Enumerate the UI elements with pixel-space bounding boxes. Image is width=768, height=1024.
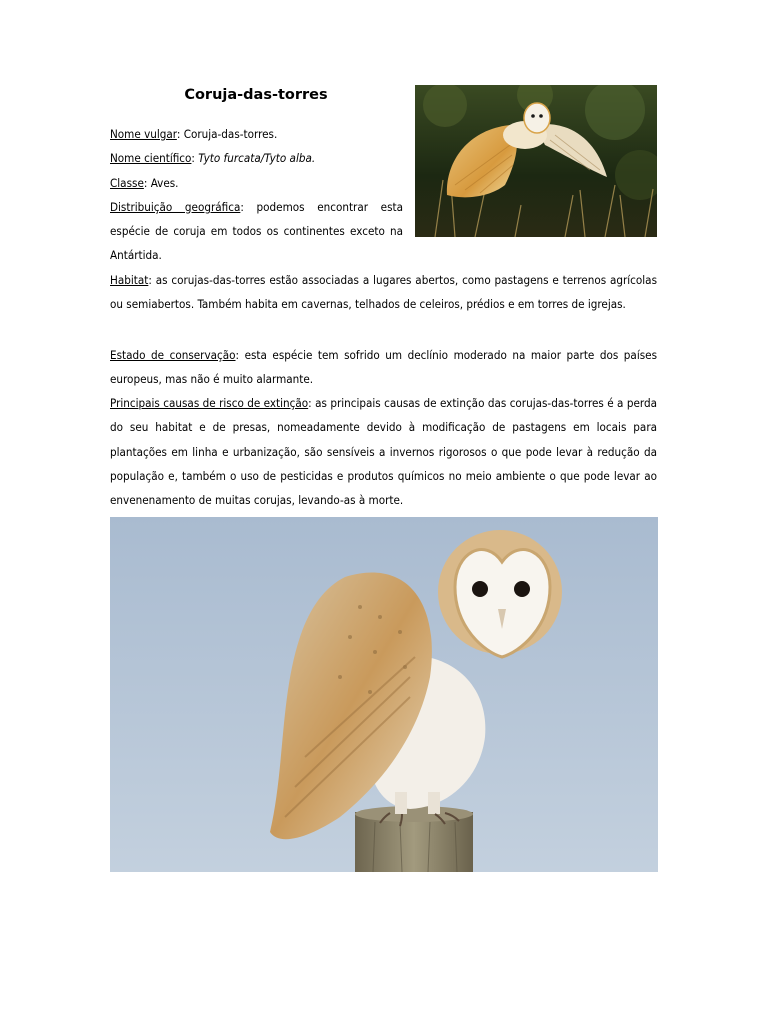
field-value: as principais causas de extinção das corujas-das-torres é a perda do seu habitat e de presas, nomeadamente devido à modificação de pastagens em locais para plantações em linha e urbanização, são sensíveis a invernos rigorosos o que pode levar à redução da população e, também o uso de pesticidas e produtos químicos no meio ambiente o que pode levar ao envenenamento de muitas corujas, levando-as à morte.	[110, 396, 657, 508]
field-label: Principais causas de risco de extinção	[110, 396, 309, 410]
field-label: Nome vulgar	[110, 127, 177, 141]
field-distribuicao: Distribuição geográfica: podemos encontrar esta espécie de coruja em todos os continentes exceto na Antártida.	[110, 199, 403, 263]
field-classe: Classe: Aves.	[110, 175, 179, 190]
field-nome-cientifico: Nome científico: Tyto furcata/Tyto alba.	[110, 151, 316, 166]
field-label: Nome científico	[110, 151, 192, 166]
field-habitat: Habitat: as corujas-das-torres estão associadas a lugares abertos, como pastagens e terrenos agrícolas ou semiabertos. Também habita em cavernas, telhados de celeiros, prédios e em torres de igrejas.	[110, 273, 658, 312]
field-label: Estado de conservação	[110, 348, 236, 362]
field-value: podemos encontrar esta espécie de coruja em todos os continentes exceto na Antártida.	[110, 199, 403, 263]
field-estado-conservacao: Estado de conservação: esta espécie tem sofrido um declínio moderado na maior parte dos países europeus, mas não é muito alarmante.	[110, 348, 658, 387]
field-value: esta espécie tem sofrido um declínio moderado na maior parte dos países europeus, mas não é muito alarmante.	[110, 348, 658, 387]
flying-owl-photo	[415, 85, 657, 237]
field-causas-extincao: Principais causas de risco de extinção: as principais causas de extinção das corujas-das-torres é a perda do seu habitat e de presas, nomeadamente devido à modificação de pastagens em locais para plantações em linha e urbanização, são sensíveis a invernos rigorosos o que pode levar à redução da população e, também o uso de pesticidas e produtos químicos no meio ambiente o que pode levar ao envenenamento de muitas corujas, levando-as à morte.	[110, 396, 657, 508]
intro-block	[110, 122, 403, 268]
page-title: Coruja-das-torres	[184, 87, 328, 103]
field-label: Classe	[110, 175, 144, 190]
field-value: Tyto furcata/Tyto alba.	[198, 151, 316, 166]
field-label: Distribuição geográfica	[110, 199, 241, 214]
field-nome-vulgar: Nome vulgar: Coruja-das-torres.	[110, 127, 278, 141]
field-label: Habitat	[110, 273, 149, 287]
field-value: Coruja-das-torres.	[183, 127, 278, 141]
field-value: as corujas-das-torres estão associadas a lugares abertos, como pastagens e terrenos agrícolas ou semiabertos. Também habita em cavernas, telhados de celeiros, prédios e em torres de igrejas.	[110, 273, 658, 312]
perched-owl-illustration	[110, 517, 658, 872]
perched-owl-photo	[110, 517, 658, 872]
field-value: Aves.	[150, 175, 179, 190]
flying-owl-illustration	[415, 85, 657, 237]
